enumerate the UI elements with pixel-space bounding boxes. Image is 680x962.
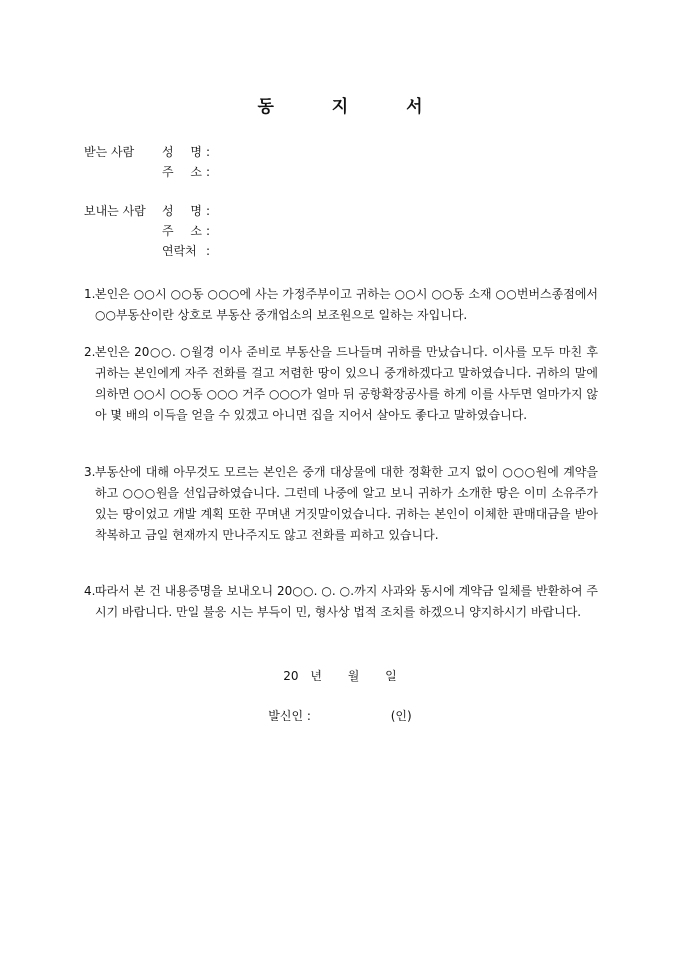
colon: : [206, 204, 211, 218]
sender-contact-row [84, 241, 210, 261]
paragraph-number: 4. [84, 584, 96, 598]
signature-line [0, 707, 680, 724]
date-month-unit: 월 [347, 669, 360, 683]
paragraph-text: 본인은 20○○. ○월경 이사 준비로 부동산을 드나들며 귀하를 만났습니다. 이사를 모두 마친 후 귀하는 본인에게 자주 전화를 걸고 저렴한 땅이 있으니 중개하겠다고 말하였습니다. 귀하의 말에 의하면 ○○시 ○○동 ○○○ 거주 ○○○가 얼마 뒤 공항확장공사를 하게 이를 사두면 얼마가지 않아 몇 배의 이득을 얻을 수 있겠고 아니면 집을 지어서 살아도 좋다고 말하였습니다. [95, 345, 598, 422]
recipient-name-row [84, 142, 210, 162]
sender-name-label: 성 명 [162, 204, 202, 218]
recipient-name-label: 성 명 [162, 145, 202, 159]
recipient-address-row [84, 162, 210, 182]
colon: : [206, 145, 211, 159]
paragraph-3 [84, 462, 598, 546]
sender-contact-label: 연락처 [162, 244, 197, 258]
date-day-unit: 일 [385, 669, 397, 683]
date-year: 20 [283, 669, 299, 683]
paragraph-text: 부동산에 대해 아무것도 모르는 본인은 중개 대상물에 대한 정확한 고지 없이 ○○○원에 계약을 하고 ○○○원을 선입금하였습니다. 그런데 나중에 알고 보니 귀하가 소개한 땅은 이미 소유주가 있는 땅이었고 개발 계획 또한 꾸며낸 거짓말이었습니다. 귀하는 본인이 이체한 판매대금을 받아 착복하고 금일 현재까지 만나주지도 않고 전화를 피하고 있습니다. [95, 465, 598, 542]
paragraph-number: 3. [84, 465, 96, 479]
document-title: 동 지 서 [257, 97, 449, 117]
date-year-unit: 년 [310, 669, 322, 683]
paragraph-text: 따라서 본 건 내용증명을 보내오니 20○○. ○. ○.까지 사과와 동시에 계약금 일체를 반환하여 주시기 바랍니다. 만일 불응 시는 부득이 민, 형사상 법적 조치를 하겠으니 양지하시기 바랍니다. [95, 584, 598, 619]
sender-address-row [84, 221, 210, 241]
signature-seal: (인) [390, 709, 412, 723]
colon: : [206, 244, 211, 258]
paragraph-1 [84, 284, 598, 326]
colon: : [206, 165, 211, 179]
colon: : [206, 224, 211, 238]
paragraph-4 [84, 581, 598, 623]
signature-label: 발신인 : [268, 709, 311, 723]
recipient-label: 받는 사람 [84, 145, 135, 159]
recipient-block [84, 142, 210, 182]
document-date [0, 667, 680, 684]
paragraph-text: 본인은 ○○시 ○○동 ○○○에 사는 가정주부이고 귀하는 ○○시 ○○동 소재 ○○번버스종점에서 ○○부동산이란 상호로 부동산 중개업소의 보조원으로 일하는 자입니다. [95, 287, 598, 322]
recipient-address-label: 주 소 [162, 165, 202, 179]
sender-address-label: 주 소 [162, 224, 202, 238]
paragraph-number: 1. [84, 287, 96, 301]
paragraph-2 [84, 342, 598, 426]
sender-block [84, 201, 210, 261]
sender-name-row [84, 201, 210, 221]
paragraph-number: 2. [84, 345, 96, 359]
sender-label: 보내는 사람 [84, 204, 146, 218]
